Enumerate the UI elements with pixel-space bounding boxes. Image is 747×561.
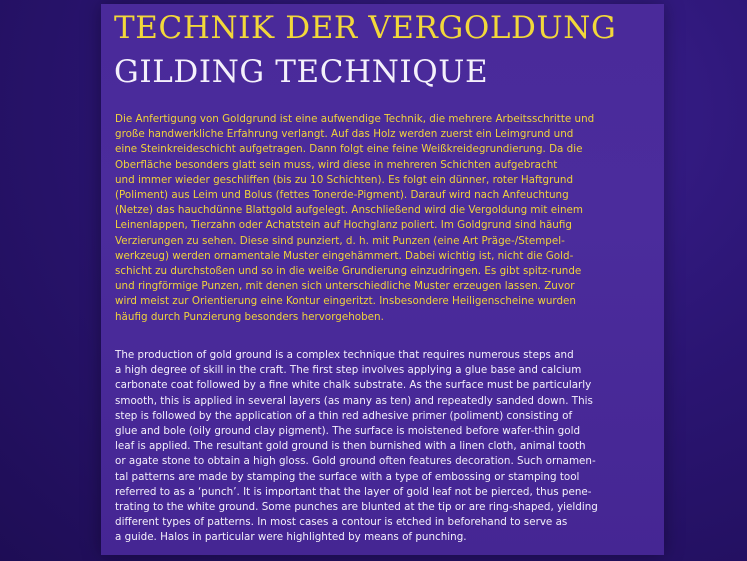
english-line: smooth, this is applied in several layers (as many as ten) and repeatedly sanded down. This [115, 394, 593, 407]
english-line: a high degree of skill in the craft. The first step involves applying a glue base and calcium [115, 364, 582, 377]
german-line: (Netze) das hauchdünne Blattgold aufgelegt. Anschließend wird die Vergoldung mit einem [115, 204, 583, 217]
english-line: tal patterns are made by stamping the surface with a type of embossing or stamping tool [115, 470, 580, 483]
german-line: Die Anfertigung von Goldgrund ist eine aufwendige Technik, die mehrere Arbeitsschritte und [115, 113, 595, 125]
german-line: eine Steinkreideschicht aufgetragen. Dann folgt eine feine Weißkreidegrundierung. Da die [115, 143, 583, 156]
english-line: trating to the white ground. Some punches are blunted at the tip or are ring-shaped, yielding [115, 501, 598, 514]
german-line: schicht zu durchstoßen und so in die weiße Grundierung einzudringen. Es gibt spitz-runde [115, 265, 582, 278]
german-line: (Poliment) aus Leim und Bolus (fettes Tonerde-Pigment). Darauf wird nach Anfeuchtung [115, 189, 569, 202]
english-line: leaf is applied. The resultant gold ground is then burnished with a linen cloth, animal tooth [115, 440, 586, 453]
english-line: or agate stone to obtain a high gloss. Gold ground often features decoration. Such ornamen- [115, 455, 596, 468]
german-line: Leinenlappen, Tierzahn oder Achatstein auf Hochglanz poliert. Im Goldgrund sind häufig [115, 219, 572, 232]
english-line: The production of gold ground is a complex technique that requires numerous steps and [115, 349, 574, 361]
english-line: step is followed by the application of a thin red adhesive primer (poliment) consisting of [115, 409, 573, 422]
english-line: glue and bole (oily ground clay pigment). The surface is moistened before wafer-thin gold [115, 425, 581, 438]
title-german: TECHNIK DER VERGOLDUNG [114, 10, 617, 46]
german-paragraph [115, 112, 655, 325]
german-line: und immer wieder geschliffen (bis zu 10 Schichten). Es folgt ein dünner, roter Haftgrund [115, 173, 574, 186]
german-line: häufig durch Punzierung besonders hervorgehoben. [115, 310, 384, 323]
german-line: Verzierungen zu sehen. Diese sind punziert, d. h. mit Punzen (eine Art Präge-/Stempel- [115, 234, 565, 247]
information-panel [101, 4, 664, 555]
title-english: GILDING TECHNIQUE [114, 54, 489, 90]
english-line: carbonate coat followed by a fine white chalk substrate. As the surface must be particularly [115, 379, 592, 392]
english-line: different types of patterns. In most cases a contour is etched in beforehand to serve as [115, 516, 568, 529]
english-line: referred to as a ‘punch’. It is important that the layer of gold leaf not be pierced, thus pene- [115, 485, 592, 498]
german-line: große handwerkliche Erfahrung verlangt. Auf das Holz werden zuerst ein Leimgrund und [115, 128, 574, 141]
german-line: und ringförmige Punzen, mit denen sich unterschiedliche Muster erzeugen lassen. Zuvor [115, 280, 575, 293]
english-paragraph [115, 348, 655, 546]
english-line: a guide. Halos in particular were highlighted by means of punching. [115, 531, 467, 544]
german-line: Oberfläche besonders glatt sein muss, wird diese in mehreren Schichten aufgebracht [115, 158, 558, 171]
german-line: wird meist zur Orientierung eine Kontur eingeritzt. Insbesondere Heiligenscheine wurden [115, 295, 576, 308]
german-line: werkzeug) werden ornamentale Muster eingehämmert. Dabei wichtig ist, nicht die Gold- [115, 249, 574, 262]
